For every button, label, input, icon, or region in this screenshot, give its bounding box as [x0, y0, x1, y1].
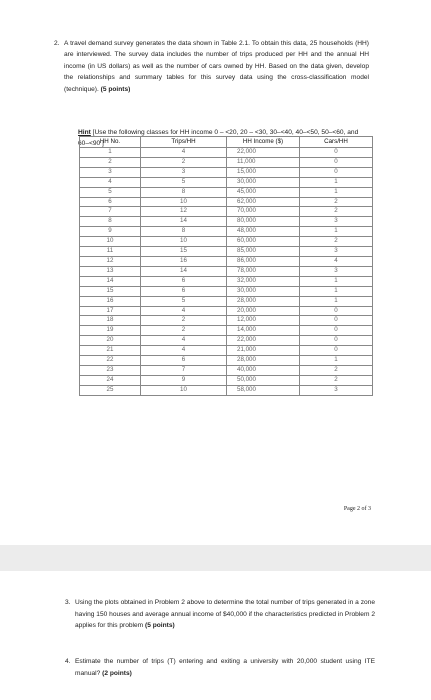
table-row [80, 306, 373, 316]
table-row [80, 326, 373, 336]
cell-cars: 2 [300, 365, 373, 375]
table-row [80, 286, 373, 296]
table-row [80, 227, 373, 237]
cell-income: 40,000 [227, 365, 300, 375]
cell-hh-no: 20 [80, 336, 141, 346]
cell-income: 85,000 [227, 247, 300, 257]
cell-trips: 4 [141, 346, 227, 356]
cell-income: 22,000 [227, 148, 300, 158]
table-row [80, 316, 373, 326]
table-row [80, 197, 373, 207]
cell-trips: 2 [141, 157, 227, 167]
cell-income: 45,000 [227, 187, 300, 197]
cell-trips: 10 [141, 385, 227, 395]
cell-hh-no: 24 [80, 375, 141, 385]
cell-hh-no: 5 [80, 187, 141, 197]
cell-trips: 2 [141, 326, 227, 336]
cell-income: 12,000 [227, 316, 300, 326]
cell-income: 22,000 [227, 336, 300, 346]
question-3-text: Using the plots obtained in Problem 2 above to determine the total number of trips generated in a zone having 150 houses and average annual income of $40,000 if the characteristics predicted in Problem 2 applies for this problem [75, 599, 375, 630]
hint-text: [Use the following classes for HH income 0 – <20, 20 – <30, 30–<40, 40–<50, 50–<60, and 60–<90 ] [78, 129, 359, 148]
question-3-points: (5 points) [145, 622, 175, 630]
header-trips: Trips/HH [141, 137, 227, 148]
cell-income: 30,000 [227, 286, 300, 296]
cell-income: 28,000 [227, 356, 300, 366]
question-2 [54, 38, 369, 95]
cell-income: 60,000 [227, 237, 300, 247]
cell-income: 80,000 [227, 217, 300, 227]
cell-cars: 2 [300, 375, 373, 385]
cell-trips: 6 [141, 276, 227, 286]
cell-cars: 1 [300, 356, 373, 366]
header-hh-no: HH No. [80, 137, 141, 148]
cell-trips: 6 [141, 286, 227, 296]
cell-hh-no: 9 [80, 227, 141, 237]
cell-trips: 5 [141, 296, 227, 306]
cell-cars: 2 [300, 207, 373, 217]
cell-trips: 10 [141, 197, 227, 207]
cell-trips: 4 [141, 148, 227, 158]
table-row [80, 385, 373, 395]
question-3-number: 3. [65, 599, 71, 606]
cell-income: 50,000 [227, 375, 300, 385]
table-row [80, 237, 373, 247]
cell-cars: 3 [300, 217, 373, 227]
cell-cars: 0 [300, 336, 373, 346]
table-row [80, 266, 373, 276]
cell-hh-no: 21 [80, 346, 141, 356]
cell-hh-no: 2 [80, 157, 141, 167]
cell-hh-no: 25 [80, 385, 141, 395]
table-row [80, 356, 373, 366]
page-number: Page 2 of 3 [343, 506, 371, 512]
cell-cars: 0 [300, 346, 373, 356]
table-row [80, 375, 373, 385]
cell-cars: 0 [300, 316, 373, 326]
cell-cars: 1 [300, 187, 373, 197]
cell-hh-no: 22 [80, 356, 141, 366]
cell-trips: 5 [141, 177, 227, 187]
cell-hh-no: 14 [80, 276, 141, 286]
cell-trips: 15 [141, 247, 227, 257]
table-row [80, 157, 373, 167]
survey-table [79, 136, 373, 396]
cell-hh-no: 23 [80, 365, 141, 375]
cell-income: 15,000 [227, 167, 300, 177]
hint-label: Hint [78, 129, 91, 136]
cell-income: 78,000 [227, 266, 300, 276]
cell-cars: 0 [300, 148, 373, 158]
cell-cars: 3 [300, 385, 373, 395]
cell-hh-no: 13 [80, 266, 141, 276]
cell-cars: 0 [300, 167, 373, 177]
cell-income: 70,000 [227, 207, 300, 217]
cell-income: 32,000 [227, 276, 300, 286]
table-row [80, 276, 373, 286]
cell-hh-no: 11 [80, 247, 141, 257]
header-income: HH Income ($) [227, 137, 300, 148]
question-3 [65, 597, 375, 632]
cell-cars: 4 [300, 256, 373, 266]
cell-hh-no: 17 [80, 306, 141, 316]
cell-hh-no: 19 [80, 326, 141, 336]
cell-cars: 0 [300, 306, 373, 316]
cell-trips: 14 [141, 266, 227, 276]
cell-income: 20,000 [227, 306, 300, 316]
question-2-number: 2. [54, 40, 60, 47]
table-row [80, 336, 373, 346]
table-body [80, 148, 373, 396]
question-2-points: (5 points) [100, 85, 131, 93]
cell-cars: 0 [300, 326, 373, 336]
table-row [80, 296, 373, 306]
question-4-points: (2 points) [102, 669, 132, 677]
table-row [80, 207, 373, 217]
cell-trips: 4 [141, 306, 227, 316]
cell-hh-no: 3 [80, 167, 141, 177]
cell-hh-no: 16 [80, 296, 141, 306]
cell-trips: 14 [141, 217, 227, 227]
cell-hh-no: 7 [80, 207, 141, 217]
table-row [80, 217, 373, 227]
cell-cars: 1 [300, 177, 373, 187]
cell-cars: 3 [300, 266, 373, 276]
cell-trips: 16 [141, 256, 227, 266]
cell-hh-no: 8 [80, 217, 141, 227]
cell-trips: 8 [141, 227, 227, 237]
cell-trips: 7 [141, 365, 227, 375]
cell-income: 21,000 [227, 346, 300, 356]
table-row [80, 177, 373, 187]
cell-income: 11,000 [227, 157, 300, 167]
cell-trips: 9 [141, 375, 227, 385]
table-header-row [80, 137, 373, 148]
cell-income: 62,000 [227, 197, 300, 207]
cell-income: 30,000 [227, 177, 300, 187]
cell-trips: 8 [141, 187, 227, 197]
cell-trips: 2 [141, 316, 227, 326]
table-row [80, 187, 373, 197]
cell-income: 86,000 [227, 256, 300, 266]
question-4-text: Estimate the number of trips (T) entering and exiting a university with 20,000 student using ITE manual? [75, 658, 375, 677]
table-row [80, 247, 373, 257]
cell-hh-no: 6 [80, 197, 141, 207]
header-cars: Cars/HH [300, 137, 373, 148]
table-row [80, 365, 373, 375]
cell-trips: 6 [141, 356, 227, 366]
cell-cars: 1 [300, 296, 373, 306]
question-4 [65, 656, 375, 679]
cell-cars: 0 [300, 157, 373, 167]
question-4-number: 4. [65, 658, 71, 665]
cell-cars: 2 [300, 237, 373, 247]
cell-hh-no: 12 [80, 256, 141, 266]
cell-cars: 2 [300, 197, 373, 207]
table-row [80, 167, 373, 177]
page-gap [0, 545, 431, 571]
table-row [80, 148, 373, 158]
cell-trips: 3 [141, 167, 227, 177]
cell-hh-no: 18 [80, 316, 141, 326]
cell-hh-no: 4 [80, 177, 141, 187]
cell-hh-no: 15 [80, 286, 141, 296]
cell-income: 58,000 [227, 385, 300, 395]
cell-cars: 1 [300, 286, 373, 296]
cell-trips: 10 [141, 237, 227, 247]
question-2-text: A travel demand survey generates the data shown in Table 2.1. To obtain this data, 25 households (HH) are interviewed. The survey data includes the number of trips produced per HH and the annual HH income (in US dollars) as well as the number of cars owned by HH. Based on the data given, develop the relationships and summary tables for this survey data using the cross-classification model (technique). [64, 40, 369, 93]
cell-income: 28,000 [227, 296, 300, 306]
cell-hh-no: 1 [80, 148, 141, 158]
table-row [80, 346, 373, 356]
table-row [80, 256, 373, 266]
cell-hh-no: 10 [80, 237, 141, 247]
cell-cars: 3 [300, 247, 373, 257]
cell-income: 48,000 [227, 227, 300, 237]
cell-cars: 1 [300, 227, 373, 237]
cell-trips: 4 [141, 336, 227, 346]
cell-trips: 12 [141, 207, 227, 217]
cell-cars: 1 [300, 276, 373, 286]
cell-income: 14,000 [227, 326, 300, 336]
